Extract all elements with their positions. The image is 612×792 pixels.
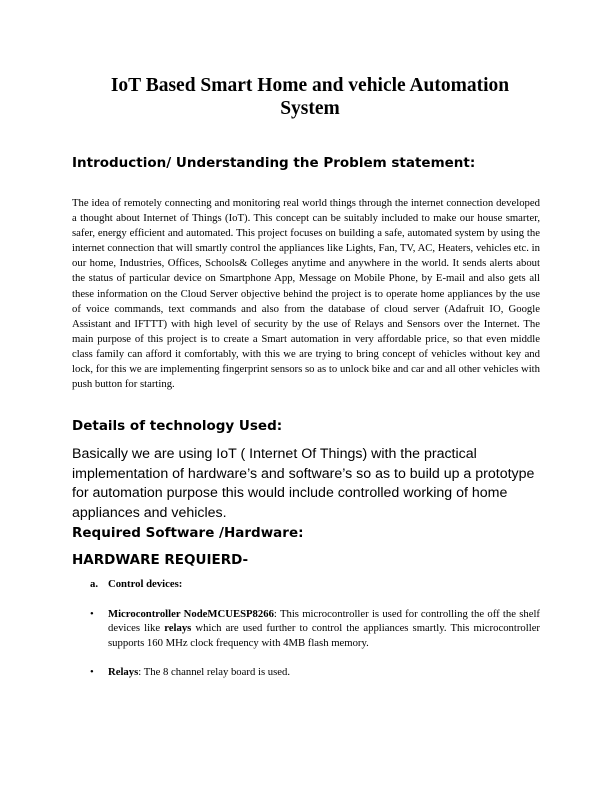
control-devices-subheading (90, 577, 182, 591)
required-heading: Required Software /Hardware: (72, 525, 304, 541)
technology-heading: Details of technology Used: (72, 418, 283, 434)
item-text-cont: which are used further to control the appliances smartly. This microcontroller supports 160 MHz clock frequency with 4MB flash memory. (108, 622, 540, 649)
list-item-content (108, 665, 540, 679)
item-term: Microcontroller NodeMCUESP8266 (108, 608, 274, 620)
intro-paragraph: The idea of remotely connecting and monitoring real world things through the internet connection developed a thought about Internet of Things (IoT). This concept can be suitably included to make our house smarter, safer, energy efficient and automated. This project focuses on building a safe, automated system by using the internet connection that will smartly control the appliances like Lights, Fan, TV, AC, Heaters, vehicles etc. in our home, Industries, Offices, Schools& Colleges anytime and anywhere in the world. It sends alerts about the status of particular device on Smartphone App, Message on Mobile Phone, by E-mail and also gets all these information on the Cloud Server objective behind the project is to operate home appliances by the use of voice commands, text commands and also from the database of cloud server (Adafruit IO, Google Assistant and IFTTT) with high level of security by the use of Relays and Sensors over the Internet. The main purpose of this project is to create a Smart automation in very affordable price, so that even middle class family can afford it comfortably, with this we are trying to bring concept of vehicles without key and lock, for this we are implementing fingerprint sensors so as to unlock bike and car and all other vehicles with push button for starting. (72, 197, 540, 391)
item-bold-word: relays (164, 622, 192, 635)
sub-label: Control devices: (108, 578, 183, 590)
list-item-microcontroller (90, 607, 540, 650)
technology-paragraph: Basically we are using IoT ( Internet Of Things) with the practical implementation of hardware’s and software’s so as to build up a prototype for automation purpose this would include controlled working of home appliances and vehicles. (72, 446, 535, 521)
intro-heading: Introduction/ Understanding the Problem statement: (72, 155, 476, 171)
sub-marker: a. (90, 578, 99, 590)
title-line-1: IoT Based Smart Home and vehicle Automation (110, 75, 510, 96)
item-term: Relays (108, 666, 139, 678)
bullet-icon: • (90, 608, 94, 620)
bullet-icon: • (90, 666, 94, 678)
document-title (80, 74, 540, 120)
item-text: : The 8 channel relay board is used. (138, 666, 291, 678)
item-text: : This microcontroller is used for controlling the off the shelf devices like (108, 608, 540, 635)
title-line-2: System (280, 98, 340, 119)
list-item-relays (90, 665, 540, 679)
list-item-content (108, 607, 540, 650)
hardware-heading: HARDWARE REQUIERD- (72, 552, 249, 568)
